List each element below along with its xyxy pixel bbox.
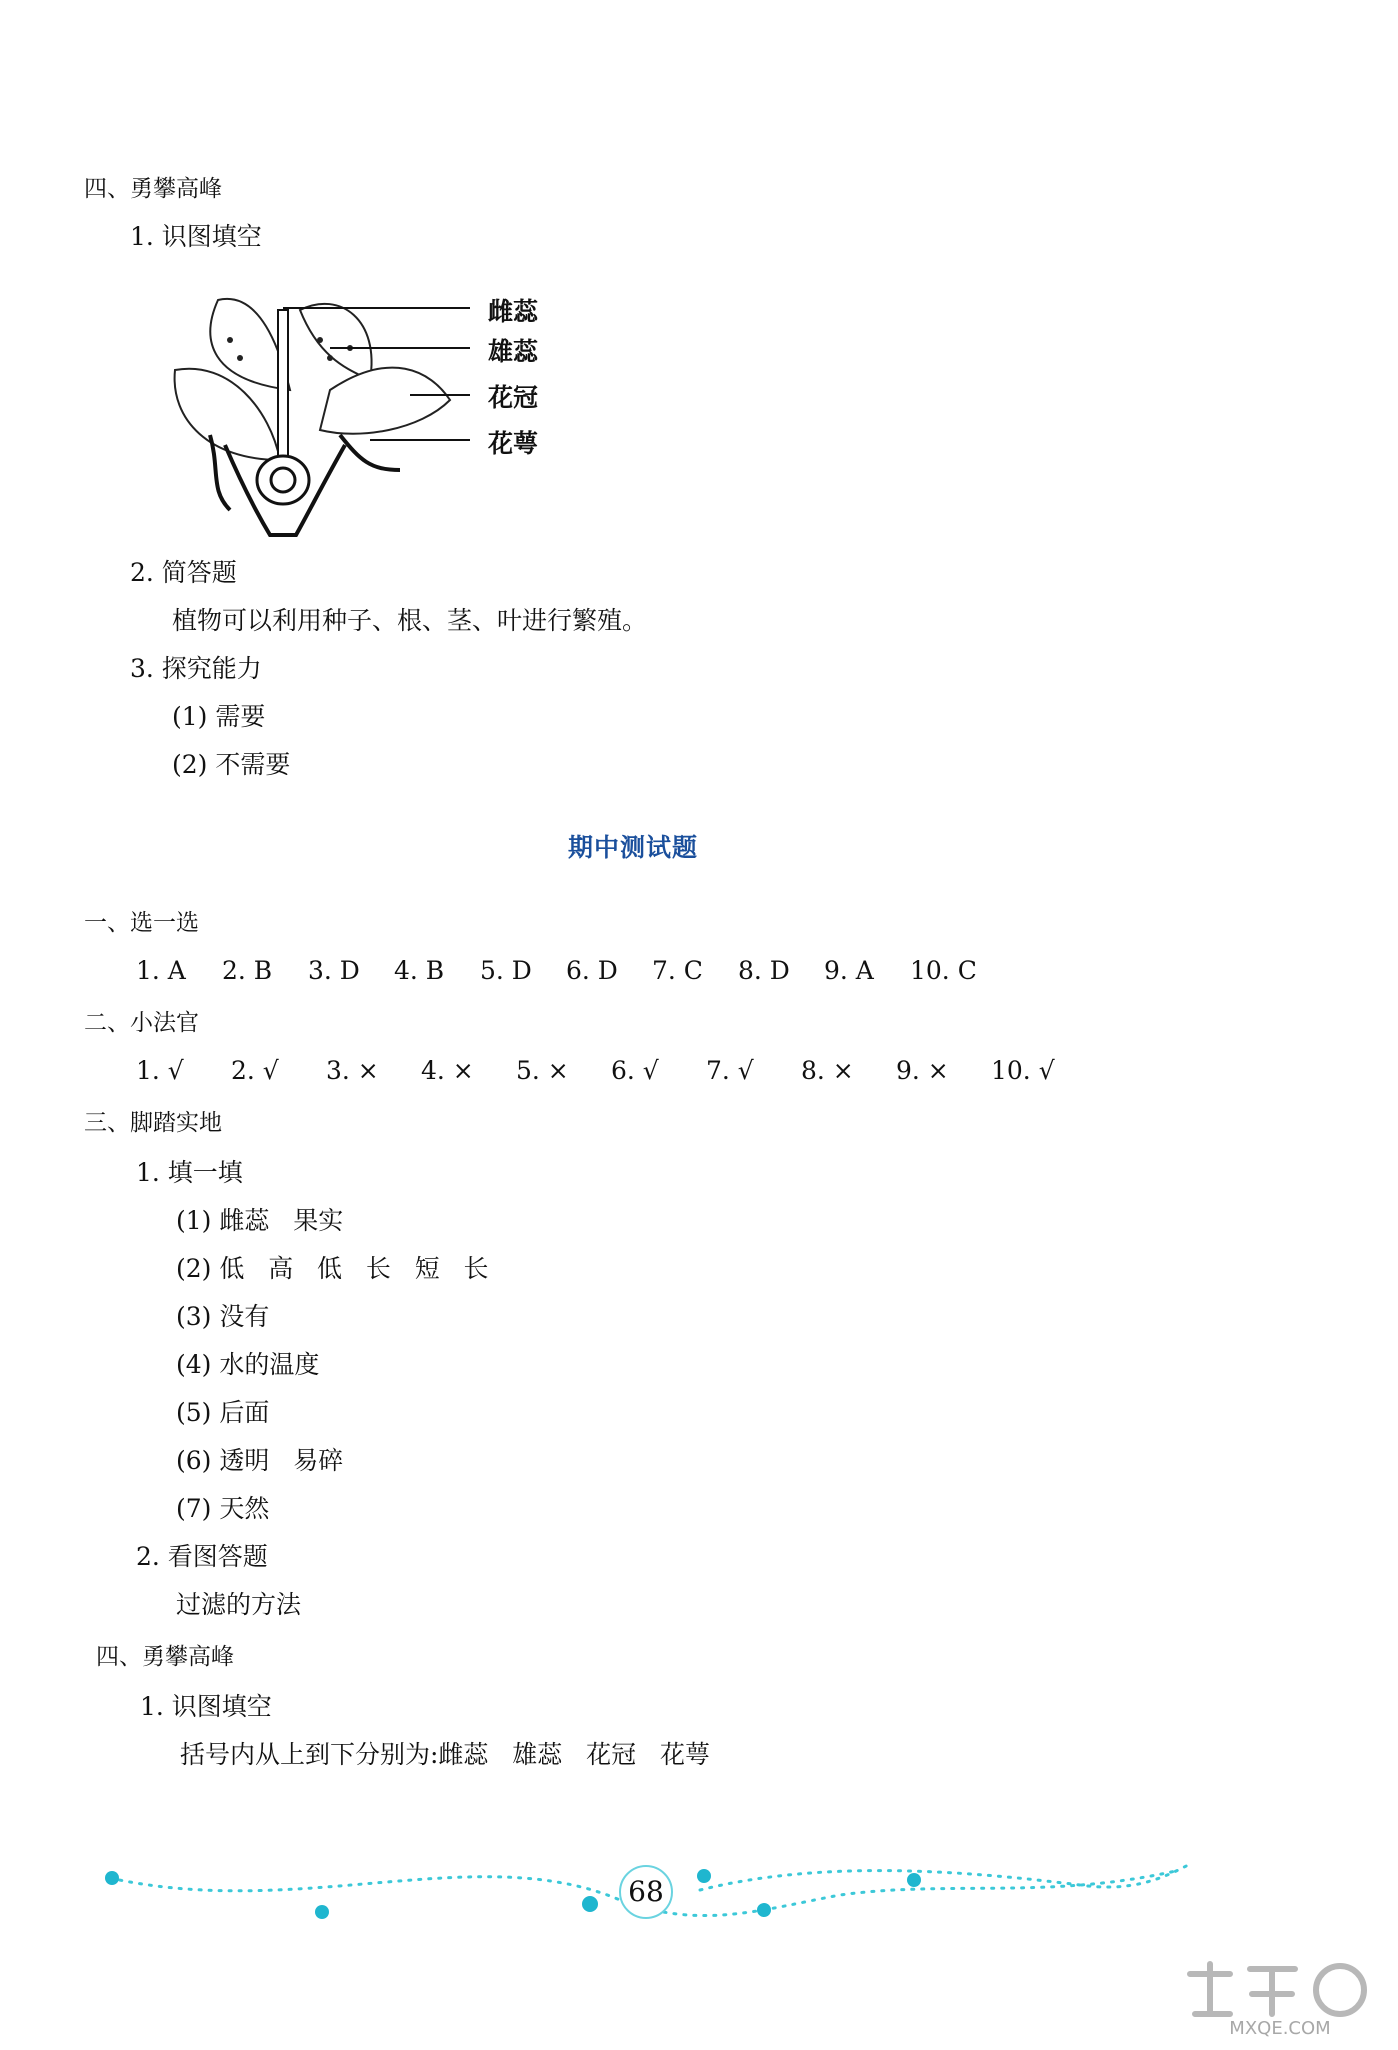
label-stamen: 雄蕊 [488, 337, 539, 366]
fill-answer: (3) 没有 [176, 1302, 270, 1331]
judgment-answers [136, 1056, 1091, 1086]
choice-answer: 7. C [652, 956, 703, 985]
answer-text: (2) 不需要 [172, 750, 291, 779]
footer-dotted-wave [0, 1840, 1398, 1960]
question-title: 2. 看图答题 [136, 1542, 268, 1571]
choice-answer: 2. B [222, 956, 273, 985]
question-title: 1. 识图填空 [140, 1692, 272, 1721]
choice-answers [136, 956, 1010, 986]
judgment-answer: 5. × [516, 1056, 569, 1085]
section-title: 三、脚踏实地 [84, 1110, 222, 1136]
midterm-title: 期中测试题 [568, 833, 699, 862]
choice-answer: 1. A [136, 956, 186, 985]
fill-answer: (5) 后面 [176, 1398, 270, 1427]
judgment-answer: 9. × [896, 1056, 949, 1085]
answer-text: 过滤的方法 [176, 1590, 302, 1619]
judgment-answer: 4. × [421, 1056, 474, 1085]
question-title: 3. 探究能力 [130, 654, 262, 683]
watermark-logo [1180, 1954, 1380, 2040]
choice-answer: 6. D [566, 956, 618, 985]
fill-answer: (2) 低 高 低 长 短 长 [176, 1254, 489, 1283]
choice-answer: 9. A [824, 956, 874, 985]
choice-answer: 4. B [394, 956, 445, 985]
judgment-answer: 2. √ [231, 1056, 279, 1085]
label-pistil: 雌蕊 [488, 297, 539, 326]
answer-text: 括号内从上到下分别为:雌蕊 雄蕊 花冠 花萼 [180, 1740, 710, 1769]
judgment-answer: 3. × [326, 1056, 379, 1085]
judgment-answer: 8. × [801, 1056, 854, 1085]
choice-answer: 8. D [738, 956, 790, 985]
fill-answer: (1) 雌蕊 果实 [176, 1206, 344, 1235]
watermark-text: MXQE.COM [1229, 2018, 1331, 2039]
section-title: 二、小法官 [84, 1010, 199, 1036]
section-title: 四、勇攀高峰 [96, 1644, 234, 1670]
section-title: 一、选一选 [84, 910, 199, 936]
fill-answer: (4) 水的温度 [176, 1350, 320, 1379]
question-title: 1. 识图填空 [130, 222, 262, 251]
judgment-answer: 7. √ [706, 1056, 754, 1085]
answer-text: (1) 需要 [172, 702, 266, 731]
question-title: 1. 填一填 [136, 1158, 243, 1187]
judgment-answer: 10. √ [991, 1056, 1055, 1085]
answer-text: 植物可以利用种子、根、茎、叶进行繁殖。 [172, 606, 648, 635]
page-number: 68 [628, 1875, 664, 1908]
choice-answer: 10. C [910, 956, 977, 985]
section-title: 四、勇攀高峰 [84, 176, 222, 202]
label-calyx: 花萼 [488, 429, 539, 458]
judgment-answer: 6. √ [611, 1056, 659, 1085]
flower-diagram [170, 270, 580, 540]
question-title: 2. 简答题 [130, 558, 237, 587]
label-corolla: 花冠 [488, 383, 539, 412]
choice-answer: 5. D [480, 956, 532, 985]
judgment-answer: 1. √ [136, 1056, 184, 1085]
fill-answer: (6) 透明 易碎 [176, 1446, 344, 1475]
fill-answer: (7) 天然 [176, 1494, 270, 1523]
choice-answer: 3. D [308, 956, 360, 985]
